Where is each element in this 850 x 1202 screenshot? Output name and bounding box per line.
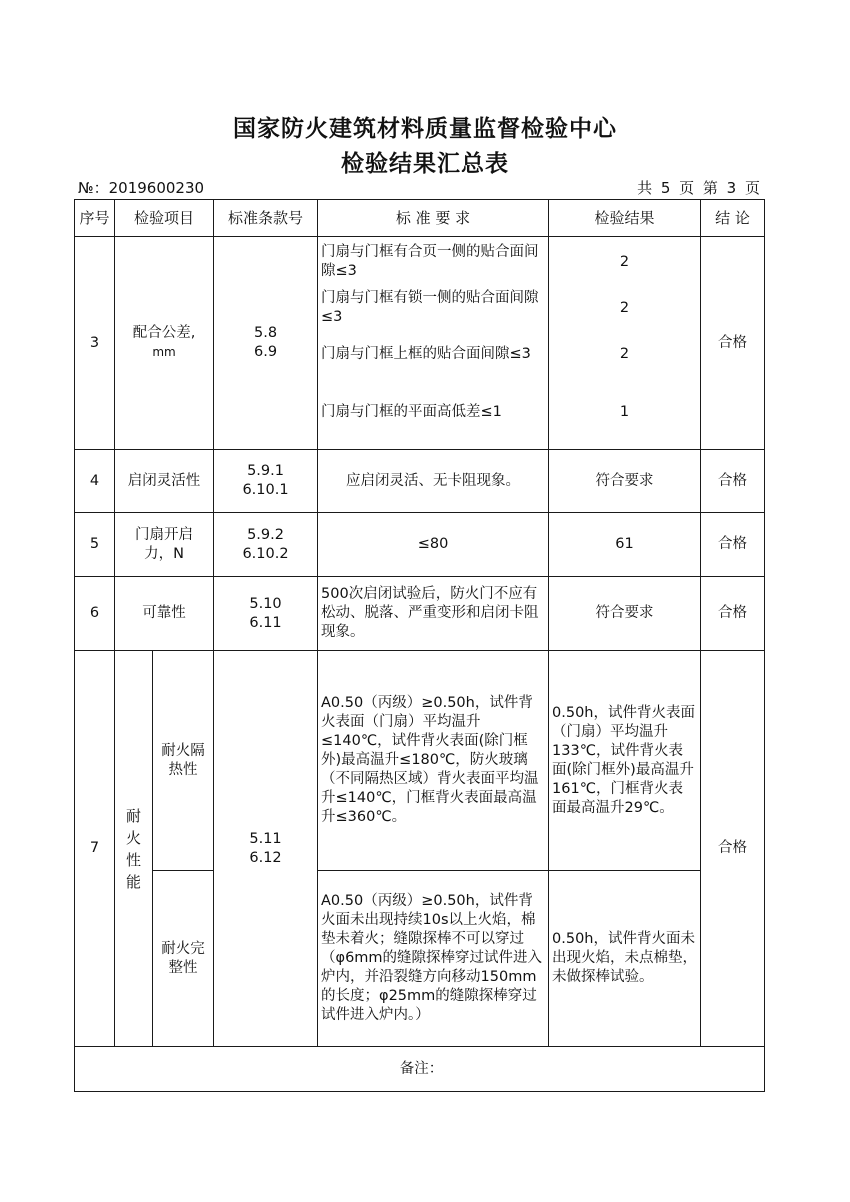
conclusion-cell: 合格 [701, 577, 765, 651]
header-item: 检验项目 [115, 200, 214, 237]
clause-text: 5.9.2 [247, 526, 284, 543]
clause-text: 6.10.2 [242, 545, 289, 562]
requirement-cell: A0.50（丙级）≥0.50h，试件背火表面（门扇）平均温升≤140℃，试件背火表面(除门框外)最高温升≤180℃，防火玻璃（不同隔热区域）背火表面平均温升≤140℃，门框背火表面最高温升≤360℃。 [318, 651, 549, 871]
table-row [75, 651, 765, 871]
clause-text: 5.9.1 [247, 463, 284, 479]
header-result: 检验结果 [549, 200, 701, 237]
item-text: 配合公差, [132, 325, 196, 341]
report-number: №：2019600230 [78, 179, 205, 197]
subitem-cell [153, 871, 214, 1047]
header-clause: 标准条款号 [214, 200, 318, 237]
table-row [75, 871, 765, 1047]
seq-cell: 5 [75, 513, 115, 577]
subitem-cell [153, 651, 214, 871]
subitem-text: 耐火隔 [161, 742, 205, 759]
item-text: 门扇开启 [135, 526, 193, 543]
header-seq: 序号 [75, 200, 115, 237]
requirement-text: 门扇与门框有合页一侧的贴合面间隙≤3 [321, 244, 539, 279]
header-row [75, 200, 765, 237]
conclusion-cell: 合格 [701, 237, 765, 450]
item-cell [115, 237, 214, 450]
result-text: 2 [619, 299, 630, 316]
requirement-text: 门扇与门框有锁一侧的贴合面间隙≤3 [321, 290, 539, 325]
clause-text: 5.8 [253, 325, 278, 341]
result-cell: 61 [549, 513, 701, 577]
seq-cell: 7 [75, 651, 115, 1047]
group-char: 能 [125, 872, 141, 891]
result-text: 2 [619, 345, 630, 362]
seq-cell: 4 [75, 450, 115, 513]
notes-row [75, 1047, 765, 1092]
subitem-text: 整性 [168, 959, 198, 976]
clause-cell [214, 513, 318, 577]
table-row [75, 577, 765, 651]
result-cell: 符合要求 [549, 450, 701, 513]
group-char: 耐 [125, 806, 141, 825]
requirement-text: 门扇与门框的平面高低差≤1 [321, 403, 502, 420]
conclusion-cell: 合格 [701, 651, 765, 1047]
result-cell: 0.50h，试件背火面未出现火焰，未点棉垫，未做探棒试验。 [549, 871, 701, 1047]
table-row [75, 450, 765, 513]
clause-text: 5.11 [249, 830, 282, 847]
item-unit: mm [152, 345, 176, 359]
notes-cell: 备注： [75, 1047, 765, 1092]
clause-cell [214, 577, 318, 651]
header-conclusion: 结 论 [701, 200, 765, 237]
requirement-text: 门扇与门框上框的贴合面间隙≤3 [321, 345, 531, 362]
clause-cell [214, 450, 318, 513]
item-text: 力，N [144, 545, 184, 562]
clause-text: 6.10.1 [242, 482, 289, 498]
subitem-text: 热性 [168, 761, 198, 778]
results-table [74, 199, 765, 1092]
table-title: 检验结果汇总表 [341, 151, 509, 177]
requirement-cell: ≤80 [318, 513, 549, 577]
clause-text: 6.12 [249, 849, 282, 866]
conclusion-cell: 合格 [701, 513, 765, 577]
result-cell: 0.50h，试件背火表面（门扇）平均温升133℃，试件背火表面(除门框外)最高温升161℃，门框背火表面最高温升29℃。 [549, 651, 701, 871]
group-char: 火 [125, 828, 141, 847]
subitem-text: 耐火完 [161, 940, 205, 957]
clause-cell [214, 651, 318, 1047]
page-info: 共 5 页 第 3 页 [637, 179, 762, 197]
table-row [75, 237, 765, 450]
header-requirement: 标 准 要 求 [318, 200, 549, 237]
clause-text: 6.9 [253, 344, 278, 360]
requirement-cell [318, 237, 549, 450]
item-cell [115, 513, 214, 577]
center-title: 国家防火建筑材料质量监督检验中心 [233, 116, 617, 142]
conclusion-cell: 合格 [701, 450, 765, 513]
item-cell: 可靠性 [115, 577, 214, 651]
clause-text: 5.10 [249, 595, 282, 612]
result-text: 2 [619, 253, 630, 270]
seq-cell: 3 [75, 237, 115, 450]
requirement-cell: 应启闭灵活、无卡阻现象。 [318, 450, 549, 513]
seq-cell: 6 [75, 577, 115, 651]
group-cell [115, 651, 153, 1047]
result-cell: 符合要求 [549, 577, 701, 651]
table-row [75, 513, 765, 577]
group-char: 性 [125, 850, 141, 869]
result-text: 1 [619, 403, 630, 420]
item-cell: 启闭灵活性 [115, 450, 214, 513]
requirement-cell: 500次启闭试验后，防火门不应有松动、脱落、严重变形和启闭卡阻现象。 [318, 577, 549, 651]
clause-cell [214, 237, 318, 450]
result-cell [549, 237, 701, 450]
requirement-cell: A0.50（丙级）≥0.50h，试件背火面未出现持续10s以上火焰，棉垫未着火；缝隙探棒不可以穿过（φ6mm的缝隙探棒穿过试件进入炉内，并沿裂缝方向移动150mm的长度；φ25mm的缝隙探棒穿过试件进入炉内。） [318, 871, 549, 1047]
clause-text: 6.11 [249, 614, 282, 631]
